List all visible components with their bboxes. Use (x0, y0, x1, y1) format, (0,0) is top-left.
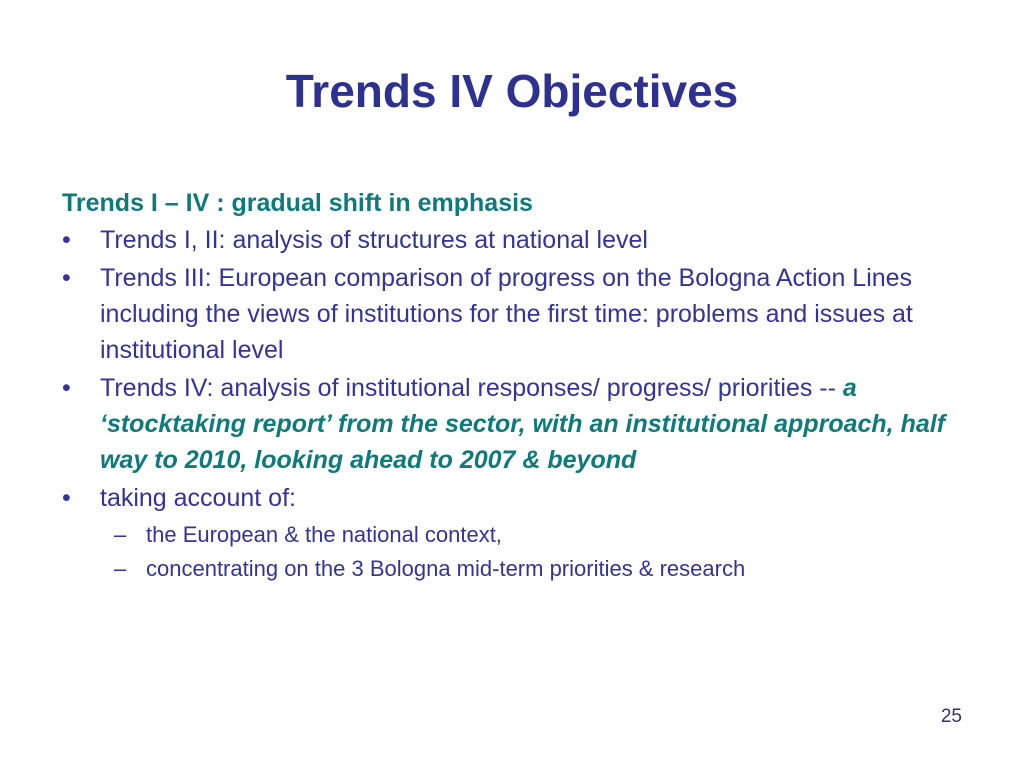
bullet-item-3 (62, 370, 972, 478)
bullet-text: Trends I, II: analysis of structures at national level (100, 226, 648, 254)
subheading: Trends I – IV : gradual shift in emphasis (62, 189, 533, 217)
bullet-marker: • (62, 374, 71, 402)
bullet-text: Trends IV: analysis of institutional responses/ progress/ priorities -- (100, 374, 843, 402)
bullet-text: taking account of: (100, 484, 296, 512)
bullet-emphasis-text: a ‘stocktaking report’ from the sector, with an institutional approach, half way to 2010, looking ahead to 2007 & beyond (100, 374, 946, 474)
sub-bullet-text: concentrating on the 3 Bologna mid-term priorities & research (146, 556, 746, 581)
sub-bullet-marker: – (114, 522, 127, 547)
bullet-item-4 (62, 480, 972, 516)
sub-bullet-item-1 (62, 518, 972, 552)
slide-title: Trends IV Objectives (285, 65, 739, 117)
bullet-marker: • (62, 264, 71, 292)
slide-content (62, 186, 972, 586)
page-number: 25 (940, 706, 962, 727)
bullet-item-1 (62, 222, 972, 258)
bullet-item-2 (62, 260, 972, 368)
sub-bullet-text: the European & the national context, (146, 522, 502, 547)
bullet-text: Trends III: European comparison of progress on the Bologna Action Lines including the views of institutions for the first time: problems and issues at institutional level (100, 264, 913, 364)
sub-bullet-item-2 (62, 552, 972, 586)
bullet-marker: • (62, 226, 71, 254)
sub-bullet-marker: – (114, 556, 127, 581)
bullet-marker: • (62, 484, 71, 512)
